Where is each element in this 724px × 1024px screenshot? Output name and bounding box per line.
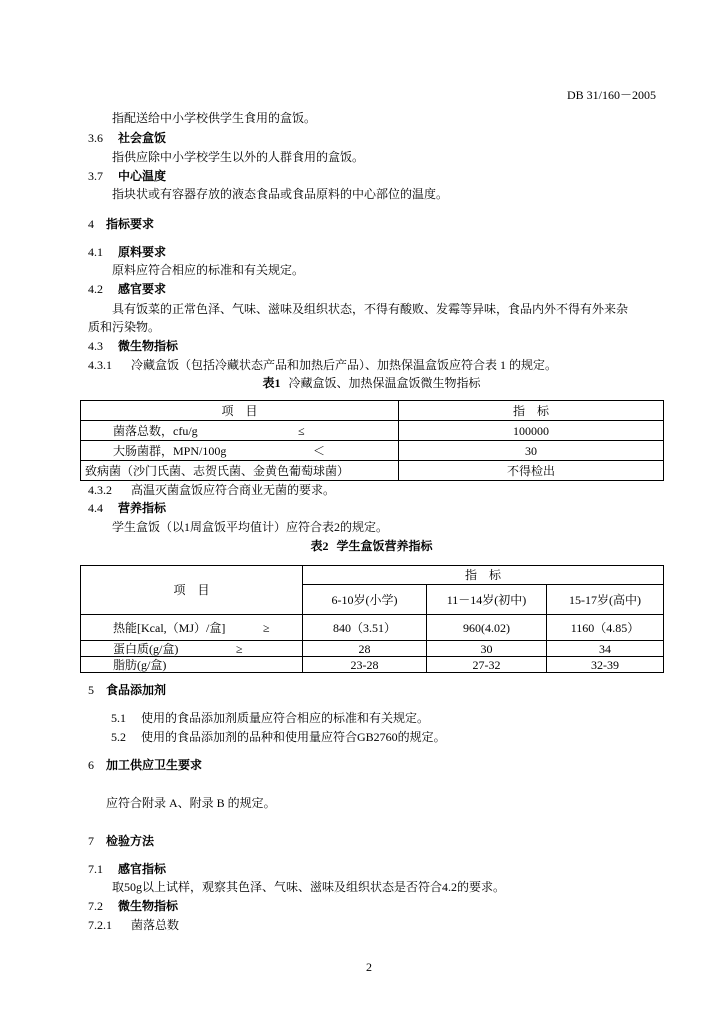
table2-caption-number: 表2 [310, 539, 329, 553]
clause-7-2-1 [88, 917, 179, 933]
clause-body: 菌落总数 [131, 918, 180, 932]
table-row [81, 657, 664, 673]
section-4-heading [88, 216, 154, 232]
section-5-heading [88, 682, 166, 698]
clause-number: 4.3.1 [88, 358, 112, 372]
clause-5-1 [111, 710, 429, 726]
table1-caption-number: 表1 [262, 376, 281, 390]
clause-4-1-heading [88, 244, 166, 260]
table2-nutrition-indicators [80, 565, 664, 673]
section-number: 6 [88, 758, 94, 772]
clause-number: 4.3.2 [88, 483, 112, 497]
table1-value-cell: 30 [399, 441, 664, 461]
item-label: 热能[Kcal,（MJ）/盒] [113, 620, 226, 635]
clause-3-7-body: 指块状或有容器存放的液态食品或食品原料的中心部位的温度。 [112, 187, 449, 201]
clause-number: 4.4 [88, 501, 103, 515]
section-number: 4 [88, 217, 94, 231]
section-title: 加工供应卫生要求 [106, 758, 203, 772]
section-number: 7 [88, 834, 94, 848]
clause-4-1-body: 原料应符合相应的标准和有关规定。 [112, 263, 305, 277]
clause-title: 原料要求 [118, 245, 167, 259]
table1-header-row [81, 401, 664, 421]
clause-number: 4.3 [88, 339, 103, 353]
comparison-operator: ≥ [236, 641, 243, 656]
table2-value-cell: 27-32 [427, 657, 547, 673]
clause-3-6-body: 指供应除中小学校学生以外的人群食用的盒饭。 [112, 150, 365, 164]
clause-4-2-heading [88, 281, 166, 297]
table1-item-cell [81, 461, 399, 481]
table2-header-value: 指 标 [303, 566, 664, 585]
section-title: 食品添加剂 [106, 683, 167, 697]
table2-caption-title: 学生盒饭营养指标 [336, 539, 433, 553]
section-number: 5 [88, 683, 94, 697]
clause-title: 微生物指标 [118, 899, 179, 913]
table2-value-cell: 28 [303, 641, 427, 657]
table2-caption [80, 538, 663, 554]
item-label: 菌落总数，cfu/g [113, 423, 198, 438]
age-group-primary: 6-10岁(小学) [303, 585, 427, 615]
clause-number: 5.2 [111, 730, 126, 744]
clause-title: 感官要求 [118, 282, 167, 296]
clause-3-7-heading [88, 168, 166, 184]
comparison-operator: ＜ [313, 443, 326, 458]
clause-body: 使用的食品添加剂的品种和使用量应符合GB2760的规定。 [141, 730, 446, 744]
table2-item-cell [81, 657, 303, 673]
section-title: 检验方法 [106, 834, 155, 848]
item-label: 致病菌（沙门氏菌、志贺氏菌、金黄色葡萄球菌） [85, 463, 350, 478]
clause-number: 4.2 [88, 282, 103, 296]
table1-header-item: 项 目 [81, 401, 399, 421]
clause-4-4-body: 学生盒饭（以1周盒饭平均值计）应符合表2的规定。 [112, 520, 389, 534]
clause-4-3-1 [88, 357, 557, 373]
table-row [81, 615, 664, 641]
clause-3-5-body: 指配送给中小学校供学生食用的盒饭。 [112, 111, 317, 125]
clause-title: 中心温度 [118, 169, 167, 183]
table2-value-cell: 34 [547, 641, 664, 657]
header-doc-code: DB 31/160－2005 [566, 88, 656, 102]
clause-title: 感官指标 [118, 862, 167, 876]
clause-number: 7.2 [88, 899, 103, 913]
clause-5-2 [111, 729, 446, 745]
section-6-heading [88, 757, 202, 773]
table2-item-cell [81, 641, 303, 657]
clause-number: 3.6 [88, 131, 103, 145]
table2-value-cell: 960(4.02) [427, 615, 547, 641]
clause-4-4-heading [88, 500, 166, 516]
table2-value-cell: 32-39 [547, 657, 664, 673]
table-row [81, 421, 664, 441]
table1-value-cell: 100000 [399, 421, 664, 441]
table2-value-cell: 30 [427, 641, 547, 657]
item-label: 大肠菌群，MPN/100g [113, 443, 227, 458]
table2-value-cell: 840（3.51） [303, 615, 427, 641]
section-title: 指标要求 [106, 217, 155, 231]
section-7-heading [88, 833, 154, 849]
clause-number: 4.1 [88, 245, 103, 259]
table1-caption [80, 375, 663, 391]
age-group-junior: 11－14岁(初中) [427, 585, 547, 615]
table2-value-cell: 23-28 [303, 657, 427, 673]
clause-title: 微生物指标 [118, 339, 179, 353]
table2-header-row [81, 566, 664, 585]
comparison-operator: ≤ [298, 423, 305, 438]
table2-item-cell [81, 615, 303, 641]
clause-title: 社会盒饭 [118, 131, 167, 145]
table-row [81, 441, 664, 461]
table1-item-cell [81, 441, 399, 461]
table1-value-cell: 不得检出 [399, 461, 664, 481]
item-label: 脂肪(g/盒) [113, 657, 167, 672]
clause-body: 冷藏盒饭（包括冷藏状态产品和加热后产品）、加热保温盒饭应符合表 1 的规定。 [131, 358, 558, 372]
section-6-body: 应符合附录 A、附录 B 的规定。 [106, 796, 276, 810]
table1-header-value: 指 标 [399, 401, 664, 421]
clause-3-6-heading [88, 130, 166, 146]
clause-4-3-heading [88, 338, 178, 354]
clause-4-2-body-line2: 质和污染物。 [88, 320, 161, 334]
age-group-senior: 15-17岁(高中) [547, 585, 664, 615]
clause-7-2-heading [88, 898, 178, 914]
table2-header-item: 项 目 [81, 566, 303, 615]
table2-value-cell: 1160（4.85） [547, 615, 664, 641]
item-label: 蛋白质(g/盒) [113, 641, 179, 656]
page-number: 2 [366, 960, 372, 974]
table1-caption-title: 冷藏盒饭、加热保温盒饭微生物指标 [288, 376, 481, 390]
table1-item-cell [81, 421, 399, 441]
table-row [81, 461, 664, 481]
clause-4-3-2 [88, 482, 335, 498]
comparison-operator: ≥ [263, 620, 270, 635]
clause-7-1-body: 取50g以上试样，观察其色泽、气味、滋味及组织状态是否符合4.2的要求。 [112, 880, 506, 894]
clause-7-1-heading [88, 861, 166, 877]
clause-title: 营养指标 [118, 501, 167, 515]
table1-microbial-indicators [80, 400, 664, 481]
clause-number: 3.7 [88, 169, 103, 183]
clause-4-2-body-line1: 具有饭菜的正常色泽、气味、滋味及组织状态，不得有酸败、发霉等异味，食品内外不得有外来杂 [112, 302, 629, 316]
clause-body: 高温灭菌盒饭应符合商业无菌的要求。 [131, 483, 336, 497]
clause-number: 7.2.1 [88, 918, 112, 932]
clause-number: 5.1 [111, 711, 126, 725]
table-row [81, 641, 664, 657]
clause-number: 7.1 [88, 862, 103, 876]
clause-body: 使用的食品添加剂质量应符合相应的标准和有关规定。 [141, 711, 430, 725]
